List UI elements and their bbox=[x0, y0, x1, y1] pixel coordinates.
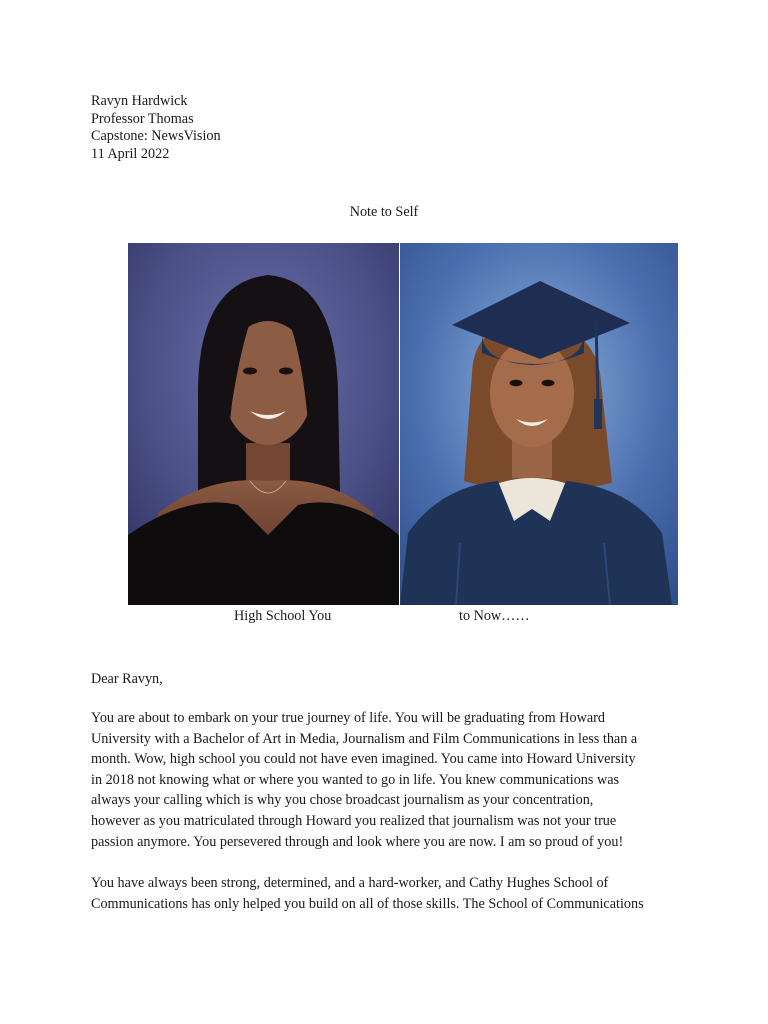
paragraph-line: month. Wow, high school you could not have even imagined. You came into Howard University bbox=[91, 751, 636, 768]
salutation: Dear Ravyn, bbox=[91, 671, 163, 687]
photo-pair bbox=[128, 243, 678, 605]
paragraph-line: University with a Bachelor of Art in Media, Journalism and Film Communications in less than a bbox=[91, 730, 638, 747]
paragraph-line: in 2018 not knowing what or where you wanted to go in life. You knew communications was bbox=[91, 771, 620, 788]
letter-date: 11 April 2022 bbox=[91, 145, 170, 162]
document-title: Note to Self bbox=[349, 204, 419, 220]
letter-header bbox=[91, 93, 491, 163]
paragraph-line: however as you matriculated through Howard you realized that journalism was not your true bbox=[91, 812, 617, 829]
high-school-portrait bbox=[128, 243, 399, 605]
graduation-portrait bbox=[400, 243, 678, 605]
paragraph-line: always your calling which is why you chose broadcast journalism as your concentration, bbox=[91, 792, 594, 809]
paragraph-line: Communications has only helped you build on all of those skills. The School of Communications bbox=[91, 895, 644, 912]
paragraph-line: You have always been strong, determined, and a hard-worker, and Cathy Hughes School of bbox=[91, 875, 609, 891]
caption-high-school: High School You bbox=[234, 608, 332, 624]
course-name: Capstone: NewsVision bbox=[91, 128, 221, 145]
author-name: Ravyn Hardwick bbox=[91, 93, 188, 109]
body-paragraph-2 bbox=[91, 873, 691, 914]
caption-now: to Now…… bbox=[459, 608, 530, 624]
professor-name: Professor Thomas bbox=[91, 110, 194, 127]
paragraph-line: You are about to embark on your true journey of life. You will be graduating from Howard bbox=[91, 710, 605, 726]
paragraph-line: passion anymore. You persevered through and look where you are now. I am so proud of you! bbox=[91, 833, 624, 850]
body-paragraph-1 bbox=[91, 708, 691, 852]
